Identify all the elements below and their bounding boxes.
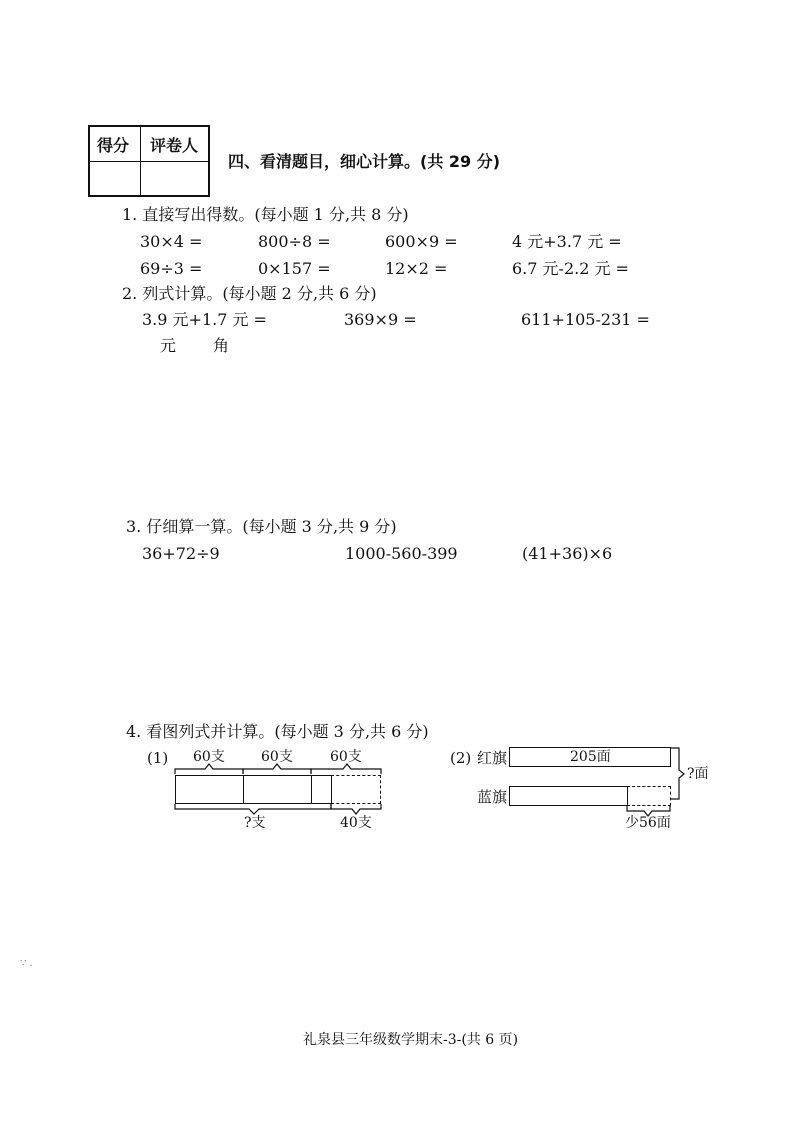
score-label: 得分 [97,136,130,155]
q1-item: 30×4 = [140,232,203,251]
q1-title: 1. 直接写出得数。(每小题 1 分,共 8 分) [122,205,409,224]
q1-item: 0×157 = [258,259,331,278]
q3-item: 36+72÷9 [142,544,220,563]
q4-part1-number: (1) [147,749,169,767]
q1-item: 800÷8 = [258,232,331,251]
segment-label: 60支 [330,749,362,765]
q3-item: 1000-560-399 [345,544,458,563]
q1-item: 12×2 = [385,259,448,278]
q2-title: 2. 列式计算。(每小题 2 分,共 6 分) [122,284,377,303]
blue-flag-dashed-segment [627,786,671,806]
blue-flag-bar [509,786,628,806]
segment-label: 60支 [261,749,293,765]
q3-title: 3. 仔细算一算。(每小题 3 分,共 9 分) [126,517,397,536]
blue-flag-label: 蓝旗 [477,788,508,806]
unit-yuan: 元 [160,336,177,355]
short-label: 40支 [340,815,372,831]
part1-dashed-segment [331,775,381,804]
less-label: 少56面 [625,815,671,831]
total-label: ?支 [244,815,266,831]
red-flag-value: 205面 [570,749,611,765]
segment-label: 60支 [193,749,225,765]
part2-total-label: ?面 [687,766,709,782]
q2-item: 369×9 = [344,310,417,329]
q4-title: 4. 看图列式并计算。(每小题 3 分,共 6 分) [126,722,429,741]
page-footer: 礼泉县三年级数学期末-3-(共 6 页) [303,1032,519,1048]
q3-item: (41+36)×6 [522,544,613,563]
q2-item: 3.9 元+1.7 元 = [142,310,267,329]
q4-part2-number: (2) [450,749,472,767]
red-flag-label: 红旗 [477,749,508,767]
q2-item: 611+105-231 = [521,310,650,329]
part1-divider [243,775,244,804]
part1-divider [311,775,312,804]
q1-item: 69÷3 = [140,259,203,278]
unit-jiao: 角 [213,336,230,355]
q1-item: 4 元+3.7 元 = [512,232,622,251]
section-title: 四、看清题目，细心计算。(共 29 分) [228,152,501,171]
scan-speck: ∵ . [20,958,33,969]
part1-bar [175,775,332,804]
grader-label: 评卷人 [150,136,199,155]
q1-item: 6.7 元-2.2 元 = [512,259,629,278]
q1-item: 600×9 = [385,232,458,251]
